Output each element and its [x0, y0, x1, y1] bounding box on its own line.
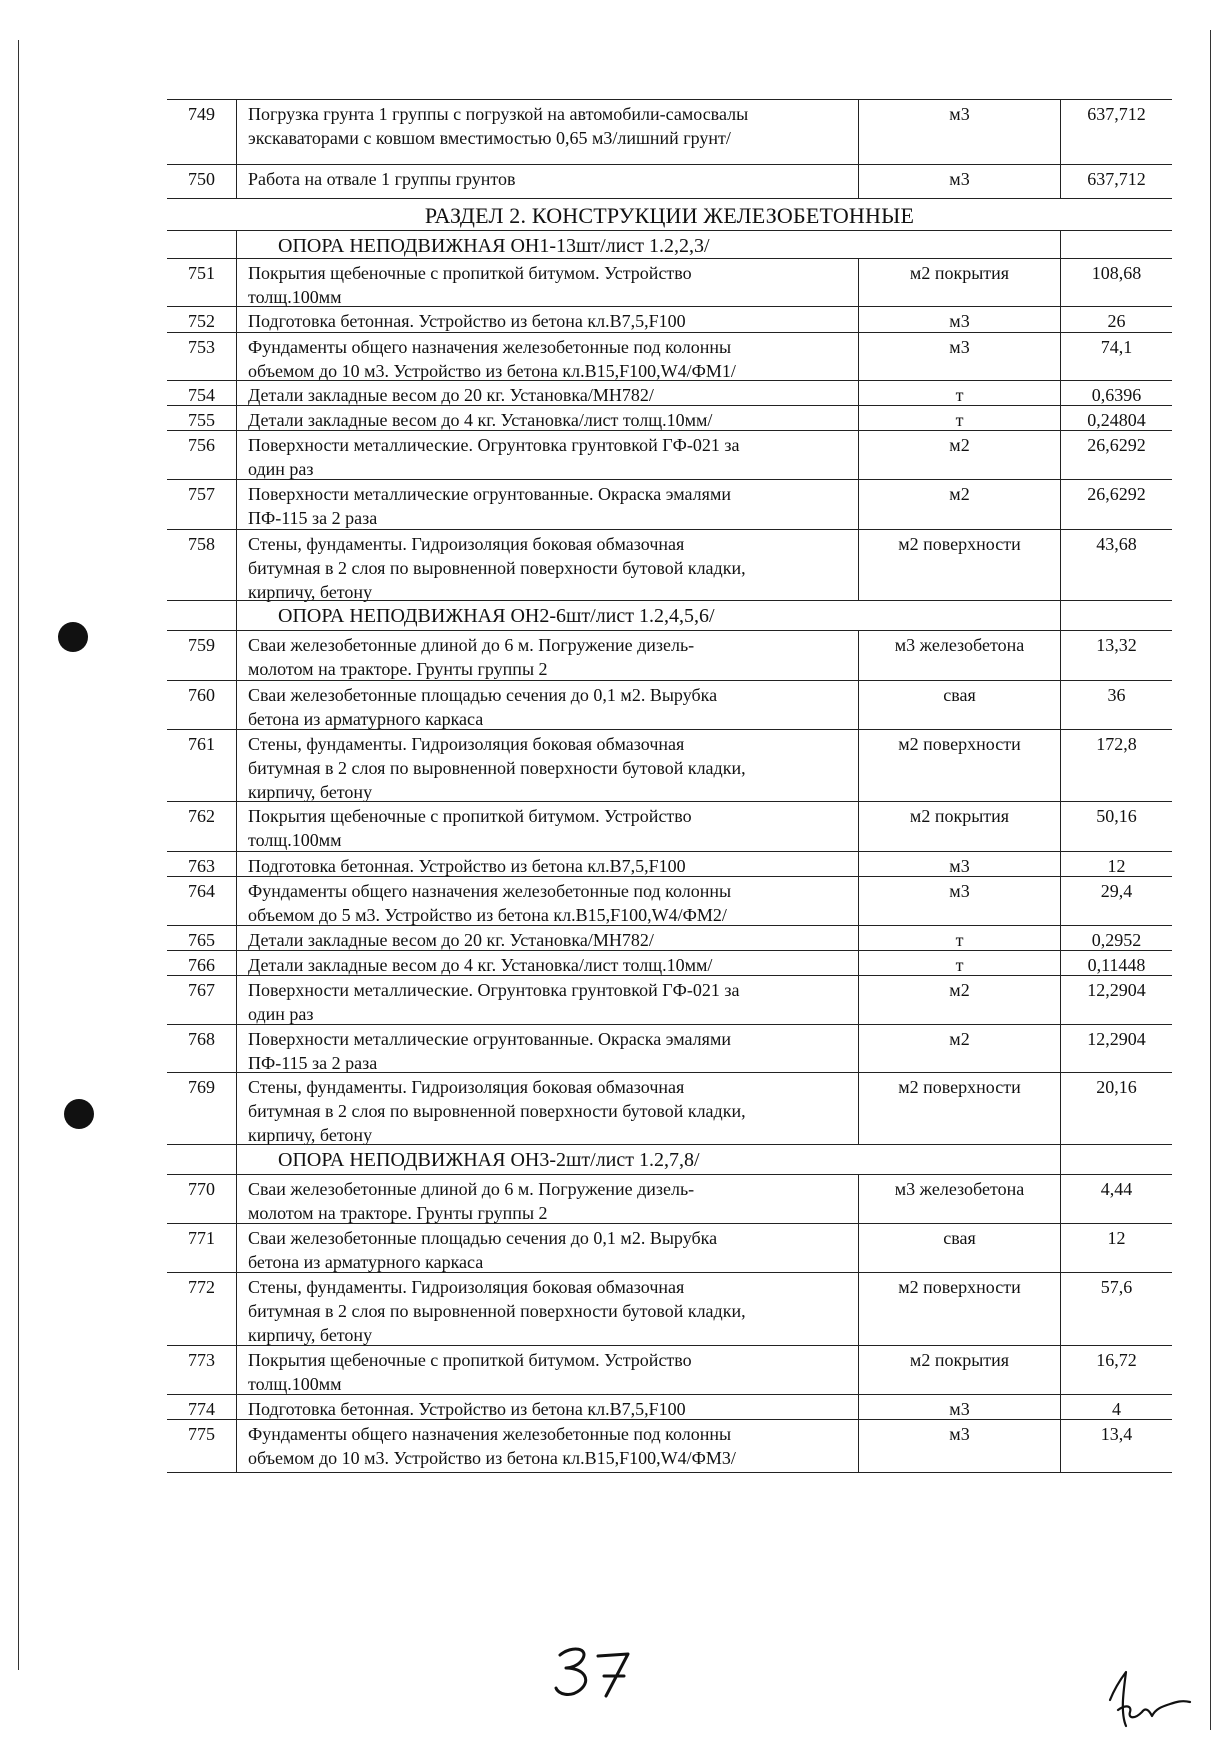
row-unit: м2 поверхности — [859, 1273, 1061, 1346]
subsection-unit-cell — [859, 231, 1061, 259]
row-quantity: 26,6292 — [1087, 484, 1146, 504]
row-quantity: 108,68 — [1091, 263, 1142, 283]
subsection-title: ОПОРА НЕПОДВИЖНАЯ ОН1-13шт/лист 1.2,2,3/ — [278, 235, 710, 257]
row-number: 765 — [167, 926, 237, 951]
row-description: Покрытия щебеночные с пропиткой битумом. Устройство толщ.100мм — [237, 259, 859, 307]
row-description: Сваи железобетонные длиной до 6 м. Погружение дизель- молотом на тракторе. Грунты группы 2 — [237, 631, 859, 681]
row-quantity: 0,2952 — [1091, 930, 1142, 950]
row-number: 768 — [167, 1025, 237, 1073]
row-quantity: 26 — [1107, 311, 1126, 331]
row-description: Подготовка бетонная. Устройство из бетона кл.В7,5,F100 — [237, 852, 859, 877]
row-unit: т — [859, 406, 1061, 431]
row-quantity: 50,16 — [1096, 806, 1137, 826]
row-unit: м3 — [859, 333, 1061, 381]
row-number: 760 — [167, 681, 237, 730]
row-description: Сваи железобетонные длиной до 6 м. Погружение дизель- молотом на тракторе. Грунты группы 2 — [237, 1175, 859, 1224]
scan-edge-left — [18, 40, 19, 1670]
table-row — [167, 1272, 1172, 1346]
row-description: Детали закладные весом до 20 кг. Установка/МН782/ — [237, 926, 859, 951]
row-quantity: 637,712 — [1087, 104, 1146, 124]
table-row — [167, 332, 1172, 381]
row-number: 763 — [167, 852, 237, 877]
row-description: Поверхности металлические огрунтованные. Окраска эмалями ПФ-115 за 2 раза — [237, 480, 859, 530]
row-description: Подготовка бетонная. Устройство из бетона кл.В7,5,F100 — [237, 307, 859, 333]
row-unit: м3 — [859, 1420, 1061, 1472]
row-unit: м2 — [859, 480, 1061, 530]
row-unit: м3 железобетона — [859, 631, 1061, 681]
row-unit: м3 — [859, 1395, 1061, 1420]
table-row — [167, 975, 1172, 1025]
row-quantity: 12,2904 — [1087, 980, 1146, 1000]
row-number: 755 — [167, 406, 237, 431]
row-unit: м2 — [859, 1025, 1061, 1073]
row-description: Фундаменты общего назначения железобетонные под колонны объемом до 10 м3. Устройство из бетона кл.В15,F100,W4/ФМ3/ — [237, 1420, 859, 1472]
table-row — [167, 1223, 1172, 1273]
table-row — [167, 1024, 1172, 1073]
row-description: Детали закладные весом до 20 кг. Установка/МН782/ — [237, 381, 859, 406]
row-unit: свая — [859, 681, 1061, 730]
row-quantity: 13,4 — [1100, 1424, 1133, 1444]
row-quantity: 13,32 — [1096, 635, 1137, 655]
row-unit: свая — [859, 1224, 1061, 1273]
row-number: 756 — [167, 431, 237, 480]
punch-hole-bottom — [64, 1099, 94, 1129]
row-number: 754 — [167, 381, 237, 406]
row-unit: т — [859, 926, 1061, 951]
subsection-header-row — [167, 1144, 1172, 1175]
row-description: Сваи железобетонные площадью сечения до 0,1 м2. Вырубка бетона из арматурного каркаса — [237, 681, 859, 730]
row-number: 772 — [167, 1273, 237, 1346]
subsection-title: ОПОРА НЕПОДВИЖНАЯ ОН3-2шт/лист 1.2,7,8/ — [278, 1149, 700, 1171]
row-unit: т — [859, 951, 1061, 976]
table-row — [167, 380, 1172, 406]
subsection-unit-cell — [859, 1145, 1061, 1175]
row-quantity: 637,712 — [1087, 169, 1146, 189]
row-unit: м2 — [859, 976, 1061, 1025]
row-unit: м2 — [859, 431, 1061, 480]
row-number: 770 — [167, 1175, 237, 1224]
table-row — [167, 430, 1172, 480]
table-row — [167, 1394, 1172, 1420]
row-number: 757 — [167, 480, 237, 530]
row-quantity: 43,68 — [1096, 534, 1137, 554]
row-quantity: 0,24804 — [1087, 410, 1146, 430]
row-number: 773 — [167, 1346, 237, 1395]
row-description: Стены, фундаменты. Гидроизоляция боковая обмазочная битумная в 2 слоя по выровненной поверхности бутовой кладки, кирпичу, бетону — [237, 1073, 859, 1145]
row-number: 753 — [167, 333, 237, 381]
row-quantity: 12 — [1107, 1228, 1126, 1248]
row-unit: м2 поверхности — [859, 730, 1061, 802]
row-unit: м3 — [859, 877, 1061, 926]
row-quantity: 172,8 — [1096, 734, 1137, 754]
scan-edge-right — [1210, 30, 1211, 1730]
section-header-row — [167, 198, 1172, 231]
row-number: 771 — [167, 1224, 237, 1273]
table-row — [167, 950, 1172, 976]
row-quantity: 29,4 — [1100, 881, 1133, 901]
row-description: Подготовка бетонная. Устройство из бетона кл.В7,5,F100 — [237, 1395, 859, 1420]
row-unit: м2 покрытия — [859, 259, 1061, 307]
row-description: Стены, фундаменты. Гидроизоляция боковая обмазочная битумная в 2 слоя по выровненной поверхности бутовой кладки, кирпичу, бетону — [237, 1273, 859, 1346]
row-number: 752 — [167, 307, 237, 333]
row-number: 749 — [167, 100, 237, 165]
row-number: 775 — [167, 1420, 237, 1472]
row-unit: м3 — [859, 100, 1061, 165]
row-description: Фундаменты общего назначения железобетонные под колонны объемом до 5 м3. Устройство из бетона кл.В15,F100,W4/ФМ2/ — [237, 877, 859, 926]
row-description: Погрузка грунта 1 группы с погрузкой на автомобили-самосвалы экскаваторами с ковшом вместимостью 0,65 м3/лишний грунт/ — [237, 100, 859, 165]
row-unit: м2 поверхности — [859, 1073, 1061, 1145]
row-description: Поверхности металлические. Огрунтовка грунтовкой ГФ-021 за один раз — [237, 976, 859, 1025]
row-quantity: 57,6 — [1100, 1277, 1133, 1297]
row-quantity: 74,1 — [1100, 337, 1133, 357]
row-number: 751 — [167, 259, 237, 307]
row-description: Покрытия щебеночные с пропиткой битумом. Устройство толщ.100мм — [237, 1346, 859, 1395]
row-description: Поверхности металлические огрунтованные. Окраска эмалями ПФ-115 за 2 раза — [237, 1025, 859, 1073]
row-unit: т — [859, 381, 1061, 406]
subsection-num-cell — [167, 601, 237, 631]
row-unit: м2 поверхности — [859, 530, 1061, 601]
row-description: Стены, фундаменты. Гидроизоляция боковая обмазочная битумная в 2 слоя по выровненной поверхности бутовой кладки, кирпичу, бетону — [237, 730, 859, 802]
table-row — [167, 851, 1172, 877]
row-quantity: 4,44 — [1100, 1179, 1133, 1199]
row-number: 758 — [167, 530, 237, 601]
row-number: 761 — [167, 730, 237, 802]
subsection-title: ОПОРА НЕПОДВИЖНАЯ ОН2-6шт/лист 1.2,4,5,6/ — [278, 605, 715, 627]
table-row — [167, 1419, 1172, 1473]
row-quantity: 12,2904 — [1087, 1029, 1146, 1049]
row-description: Фундаменты общего назначения железобетонные под колонны объемом до 10 м3. Устройство из бетона кл.В15,F100,W4/ФМ1/ — [237, 333, 859, 381]
row-unit: м3 — [859, 165, 1061, 199]
row-quantity: 20,16 — [1096, 1077, 1137, 1097]
row-quantity: 26,6292 — [1087, 435, 1146, 455]
page-number-glyphs — [556, 1649, 628, 1696]
subsection-unit-cell — [859, 601, 1061, 631]
table-row — [167, 99, 1172, 165]
table-row — [167, 1174, 1172, 1224]
table-row — [167, 479, 1172, 530]
row-description: Поверхности металлические. Огрунтовка грунтовкой ГФ-021 за один раз — [237, 431, 859, 480]
table-row — [167, 306, 1172, 333]
row-number: 769 — [167, 1073, 237, 1145]
table-row — [167, 1072, 1172, 1145]
row-unit: м3 — [859, 307, 1061, 333]
row-description: Покрытия щебеночные с пропиткой битумом. Устройство толщ.100мм — [237, 802, 859, 852]
table-row — [167, 1345, 1172, 1395]
row-number: 759 — [167, 631, 237, 681]
row-unit: м2 покрытия — [859, 1346, 1061, 1395]
table-row — [167, 729, 1172, 802]
row-unit: м3 железобетона — [859, 1175, 1061, 1224]
table-row — [167, 630, 1172, 681]
table-row — [167, 801, 1172, 852]
subsection-num-cell — [167, 1145, 237, 1175]
row-description: Стены, фундаменты. Гидроизоляция боковая обмазочная битумная в 2 слоя по выровненной поверхности бутовой кладки, кирпичу, бетону — [237, 530, 859, 601]
punch-hole-top — [58, 622, 88, 652]
row-quantity: 36 — [1107, 685, 1126, 705]
table-row — [167, 680, 1172, 730]
row-quantity: 0,11448 — [1087, 955, 1146, 975]
table-row — [167, 876, 1172, 926]
subsection-num-cell — [167, 231, 237, 259]
table-row — [167, 405, 1172, 431]
row-number: 764 — [167, 877, 237, 926]
subsection-header-row — [167, 230, 1172, 259]
row-number: 767 — [167, 976, 237, 1025]
table-row — [167, 925, 1172, 951]
table-row — [167, 529, 1172, 601]
row-description: Детали закладные весом до 4 кг. Установка/лист толщ.10мм/ — [237, 406, 859, 431]
row-unit: м2 покрытия — [859, 802, 1061, 852]
table-row — [167, 164, 1172, 199]
subsection-header-row — [167, 600, 1172, 631]
row-quantity: 12 — [1107, 856, 1126, 876]
row-description: Детали закладные весом до 4 кг. Установка/лист толщ.10мм/ — [237, 951, 859, 976]
row-description: Сваи железобетонные площадью сечения до 0,1 м2. Вырубка бетона из арматурного каркаса — [237, 1224, 859, 1273]
row-number: 774 — [167, 1395, 237, 1420]
row-number: 750 — [167, 165, 237, 199]
row-number: 762 — [167, 802, 237, 852]
row-quantity: 0,6396 — [1091, 385, 1142, 405]
section-title: РАЗДЕЛ 2. КОНСТРУКЦИИ ЖЕЛЕЗОБЕТОННЫЕ — [424, 203, 915, 228]
row-quantity: 16,72 — [1096, 1350, 1137, 1370]
row-unit: м3 — [859, 852, 1061, 877]
table-row — [167, 258, 1172, 307]
row-quantity: 4 — [1112, 1399, 1121, 1419]
row-number: 766 — [167, 951, 237, 976]
row-description: Работа на отвале 1 группы грунтов — [237, 165, 859, 199]
